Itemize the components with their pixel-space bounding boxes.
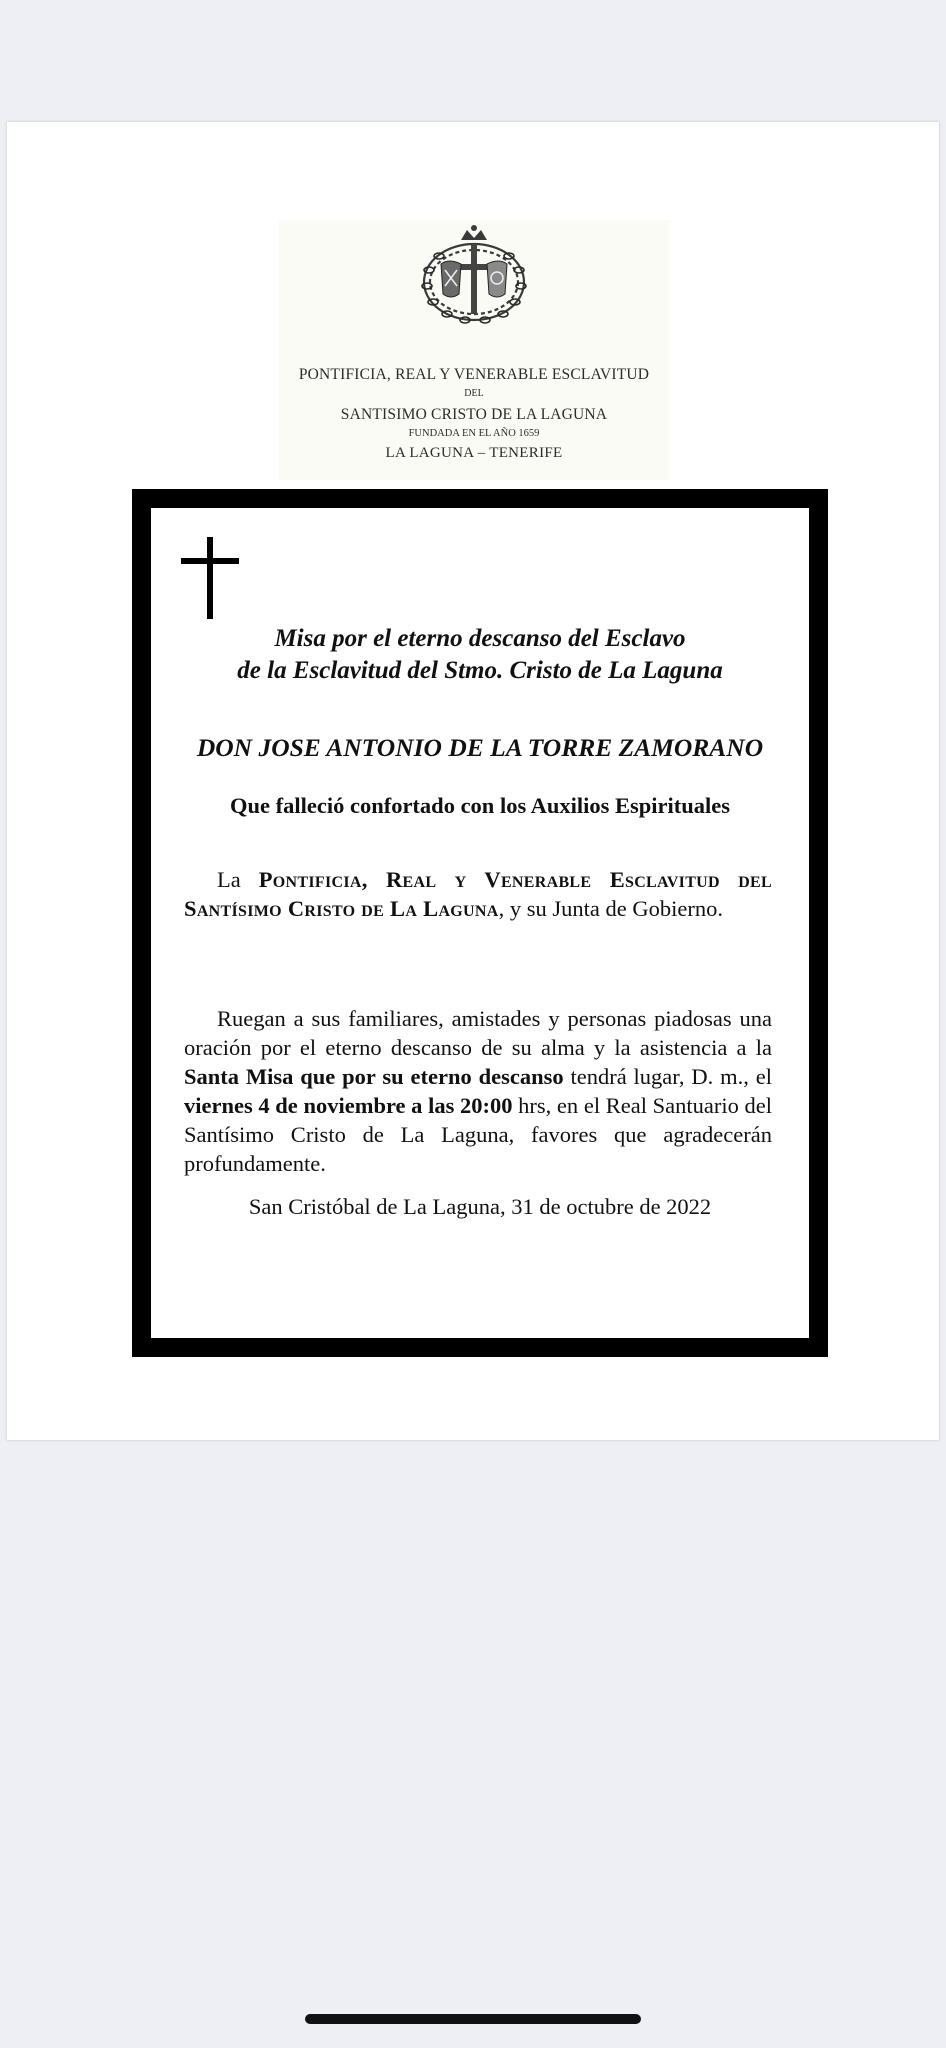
p2-mass-bold: Santa Misa que por su eterno descanso [184,1064,564,1089]
paragraph-request [184,1004,772,1178]
notice-title-line-1: Misa por el eterno descanso del Esclavo [274,625,686,652]
letterhead-line-1: PONTIFICIA, REAL Y VENERABLE ESCLAVITUD [298,366,650,383]
paragraph-organization [184,865,772,923]
p2-text-a: Ruegan a sus familiares, amistades y personas piadosas una oración por el eterno descanso de su alma y la asistencia a la [184,1006,772,1060]
p2-text-b: tendrá lugar, D. m., el [563,1064,772,1089]
mourning-notice-frame [132,489,828,1357]
place-date-line: San Cristóbal de La Laguna, 31 de octubre de 2022 [248,1194,712,1219]
brotherhood-emblem-icon [409,220,539,345]
document-page [7,122,939,1440]
home-indicator-bar[interactable] [305,2014,641,2024]
latin-cross-icon [181,537,241,619]
notice-title-line-2: de la Esclavitud del Stmo. Cristo de La Laguna [237,657,723,684]
letterhead-line-3: SANTISIMO CRISTO DE LA LAGUNA [340,406,608,423]
letterhead-line-2: DEL [464,388,484,399]
p2-text-c: hrs, en el Real Santuario del Santísimo Cristo de La Laguna, favores que agradecerán profundamente. [184,1093,772,1176]
letterhead-line-5: LA LAGUNA – TENERIFE [385,445,563,461]
p1-text-b: , y su Junta de Gobierno. [498,896,723,921]
letterhead [279,220,669,480]
deceased-name: DON JOSE ANTONIO DE LA TORRE ZAMORANO [196,733,764,762]
letterhead-line-4: FUNDADA EN EL AÑO 1659 [408,428,540,439]
p1-organization-name: Pontificia, Real y Venerable Esclavitud del Santísimo Cristo de La Laguna [184,867,772,921]
p1-text-a: La [217,867,259,892]
p2-date-time-bold: viernes 4 de noviembre a las 20:00 [184,1093,513,1118]
notice-subtitle: Que falleció confortado con los Auxilios Espirituales [229,793,730,818]
